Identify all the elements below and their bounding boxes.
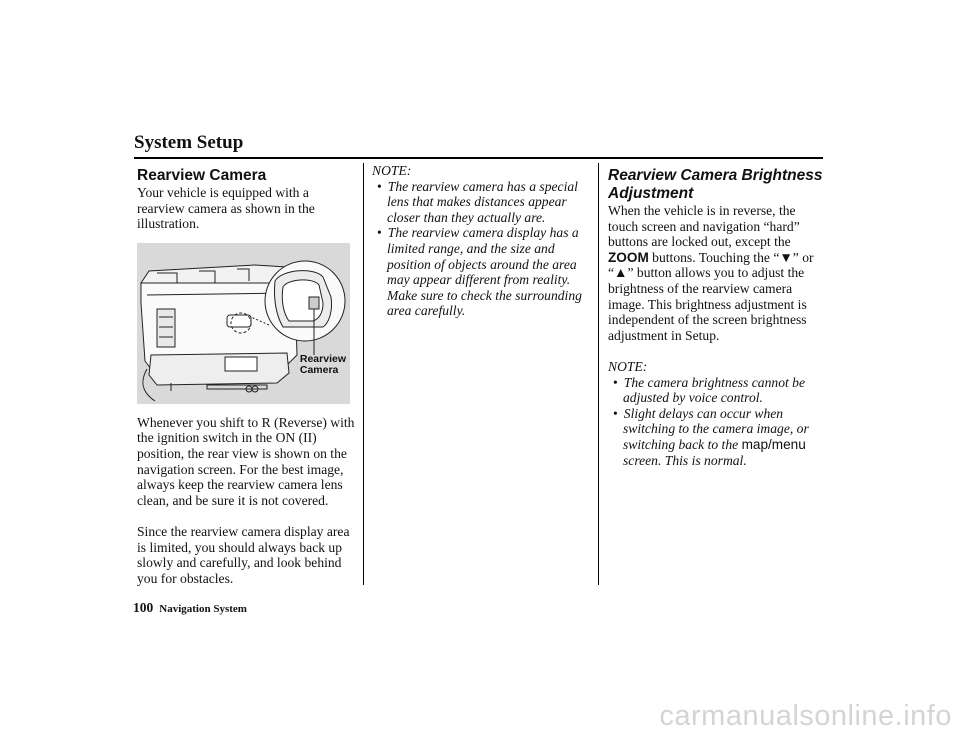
reverse-paragraph: Whenever you shift to R (Reverse) with the ignition switch in the ON (II) position, the rear view is shown on the navigation screen. For the best image, always keep the rearview camera lens clean, and be sure it is not covered.	[137, 414, 355, 508]
zoom-label: ZOOM	[608, 249, 649, 265]
delays-text-2: screen. This is normal.	[623, 452, 747, 468]
callout-line-1: Rearview	[299, 352, 346, 365]
rearview-camera-callout	[300, 354, 346, 376]
page-number: 100	[133, 600, 154, 615]
rearview-camera-illustration	[137, 243, 350, 404]
notes-list	[372, 179, 588, 319]
truck-tailgate-drawing	[137, 243, 350, 404]
brightness-body-text-2: buttons. Touching the “▼” or “▲” button allows you to adjust the brightness of the rearview camera image. This brightness adjustment is independent of the screen brightness adjustment in Setup.	[608, 249, 814, 343]
intro-paragraph: Your vehicle is equipped with a rearview camera as shown in the illustration.	[137, 185, 315, 232]
watermark: carmanualsonline.info	[659, 700, 952, 732]
brightness-body-text-1: When the vehicle is in reverse, the touch screen and navigation “hard” buttons are locked out, except the	[608, 203, 800, 250]
delays-text-1: Slight delays can occur when switching to the camera image, or switching back to the	[623, 405, 809, 452]
column-divider-right	[598, 163, 599, 585]
brightness-notes-list	[608, 375, 828, 469]
limited-area-paragraph: Since the rearview camera display area is limited, you should always back up slowly and carefully, and look behind you for obstacles.	[137, 523, 350, 586]
header-rule	[134, 157, 823, 159]
note-item-slight-delays	[608, 406, 828, 468]
map-menu-label: map/menu	[741, 436, 806, 452]
note-label: NOTE:	[372, 163, 412, 178]
note-item-voice-control: • The camera brightness cannot be adjusted by voice control.	[608, 375, 828, 406]
brightness-note-label: NOTE:	[608, 358, 648, 374]
note-item-limited-range: • The rearview camera display has a limited range, and the size and position of objects around the area may appear different from reality. Make sure to check the surrounding area carefully.	[372, 225, 588, 319]
left-column	[137, 167, 355, 586]
page-footer	[133, 599, 247, 617]
right-column	[608, 167, 828, 468]
footer-title: Navigation System	[159, 603, 247, 615]
middle-column	[372, 163, 588, 319]
section-title: System Setup	[134, 132, 244, 153]
brightness-body	[608, 203, 828, 343]
brightness-adjustment-heading: Rearview Camera Brightness Adjustment	[608, 167, 823, 202]
note-item-special-lens: • The rearview camera has a special lens that makes distances appear closer than they actually are.	[372, 179, 588, 226]
rearview-camera-heading: Rearview Camera	[137, 167, 267, 184]
column-divider-left	[363, 163, 364, 585]
callout-line-2: Camera	[299, 363, 339, 376]
